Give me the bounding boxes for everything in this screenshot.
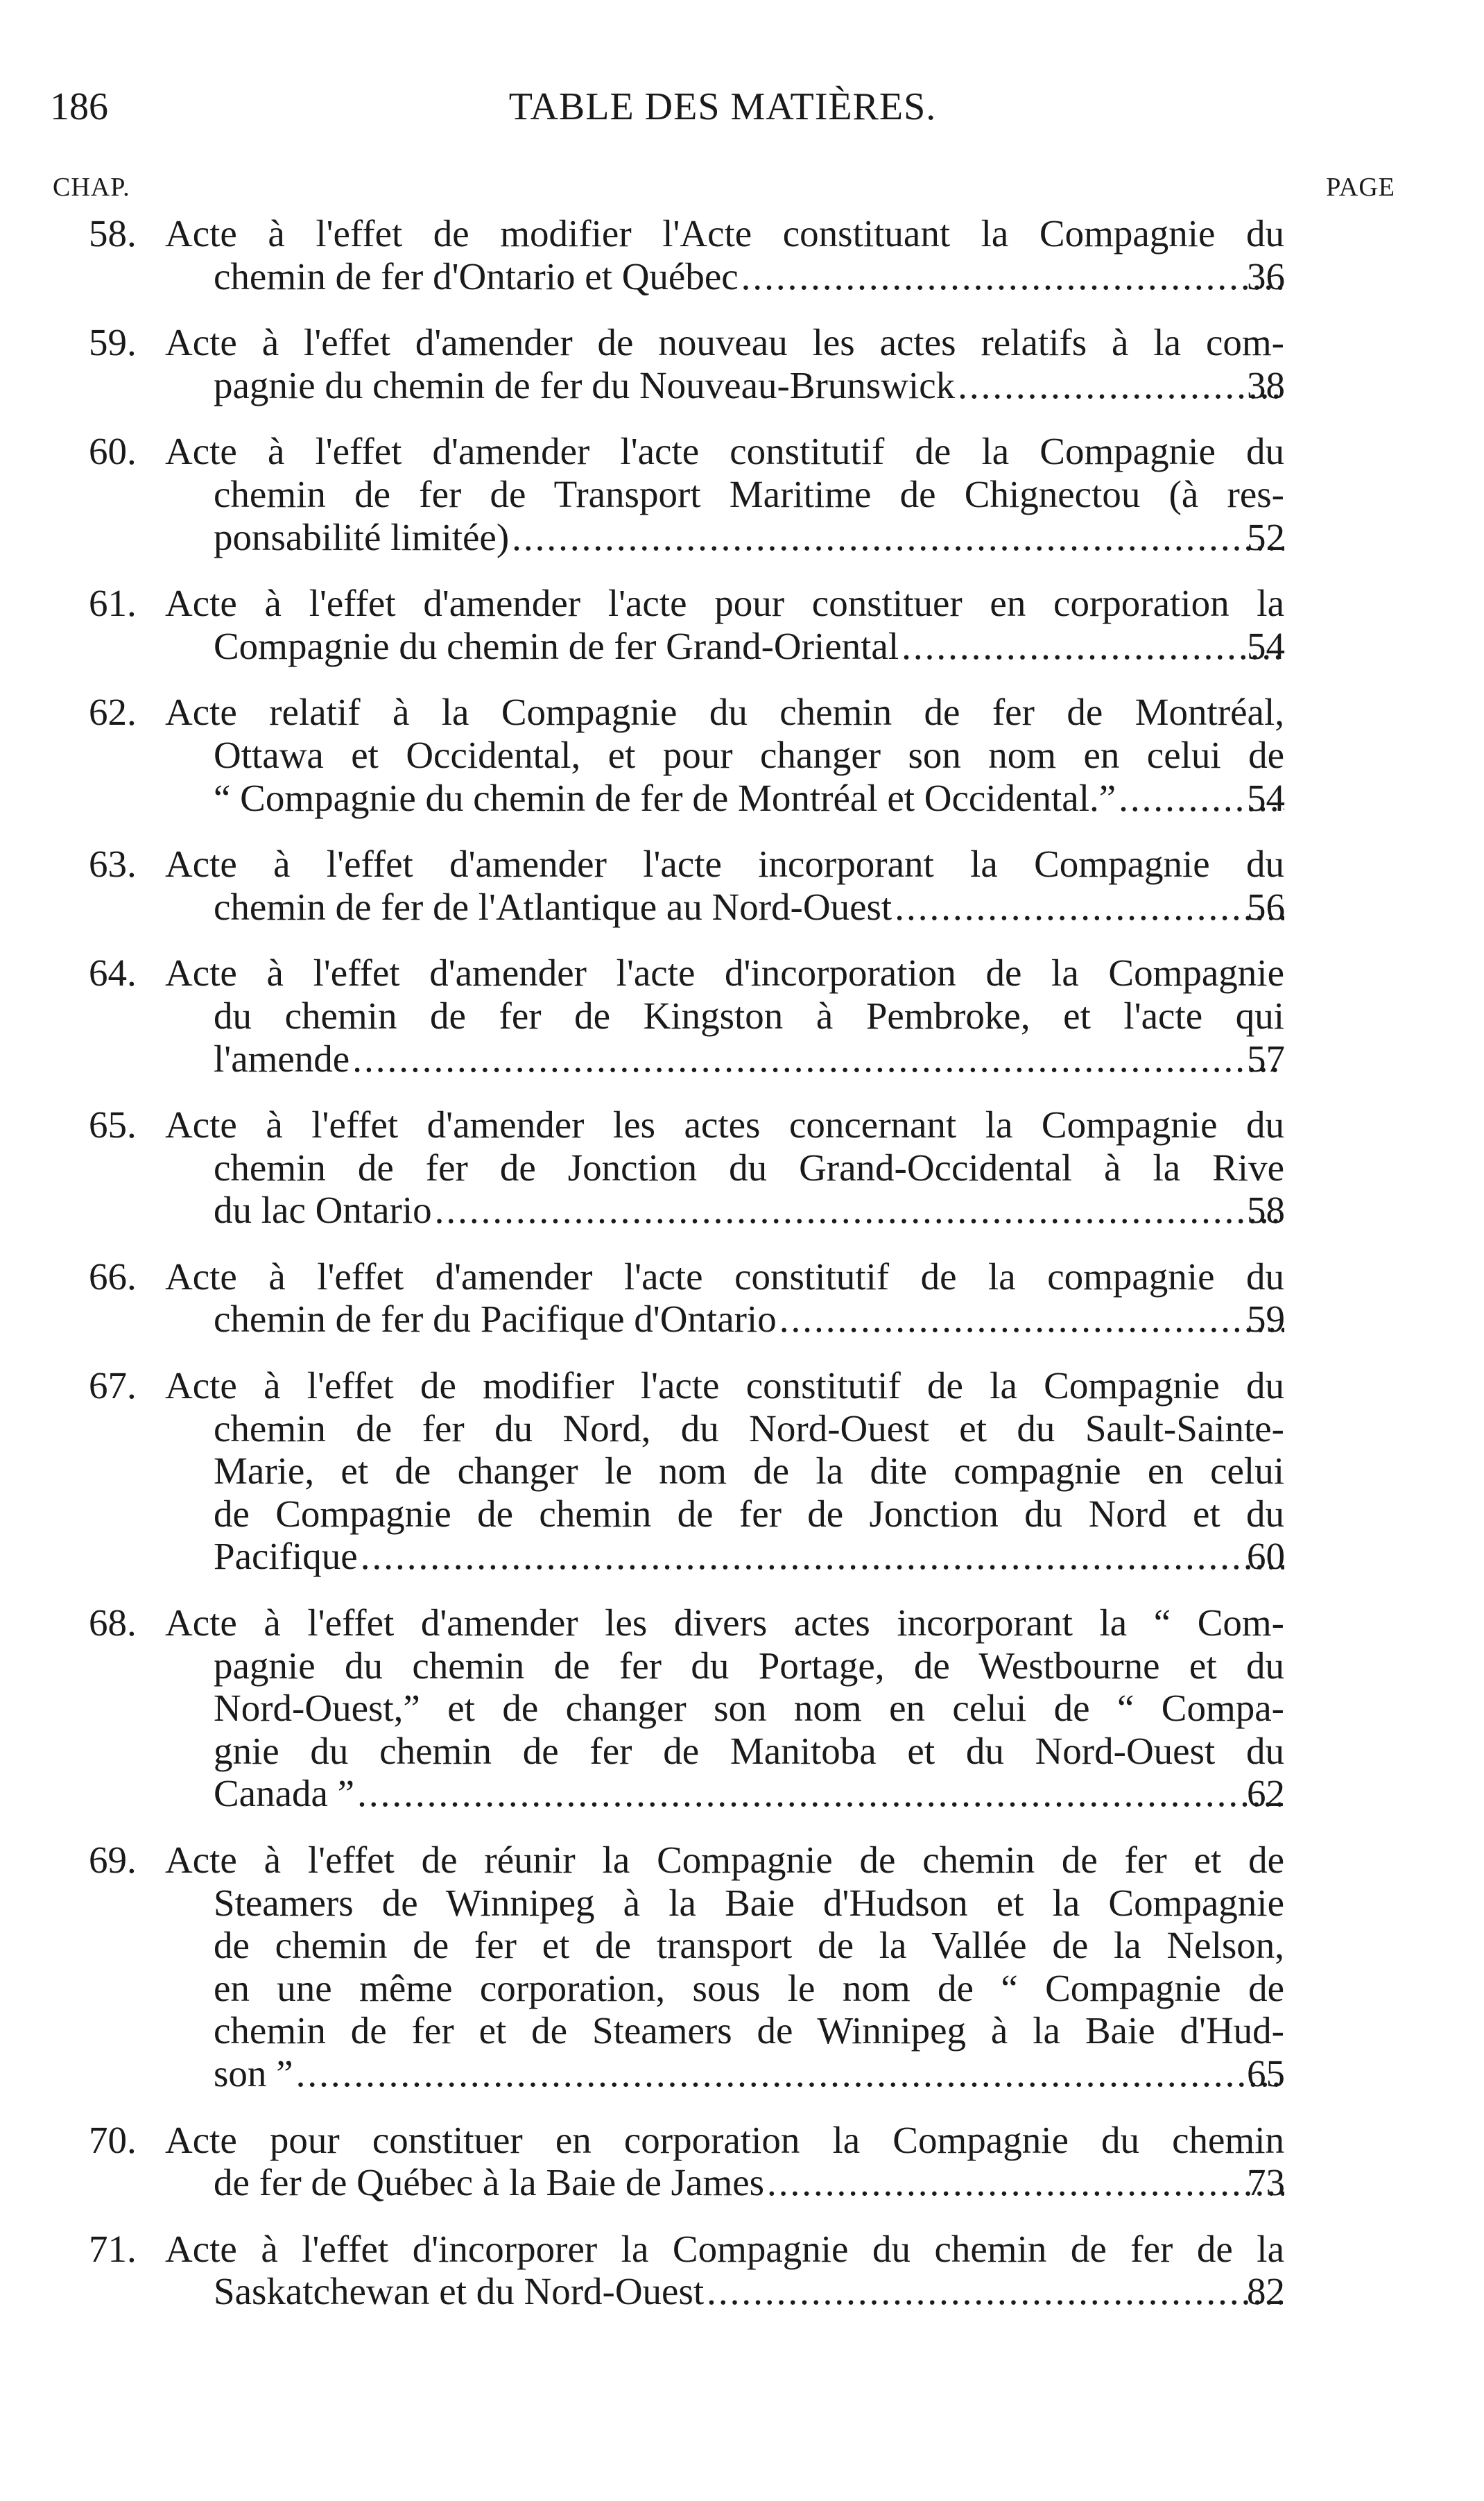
- chapter-number: 70.: [89, 2118, 137, 2161]
- entry-title-last-text: Pacifique: [214, 1535, 358, 1578]
- toc-entry: [89, 952, 1284, 1080]
- page-reference: 73: [1247, 2161, 1285, 2204]
- entry-title-last-line: [214, 255, 1284, 298]
- entry-title: [165, 1103, 1284, 1232]
- toc-entry: [89, 582, 1284, 667]
- chapter-number: 67.: [89, 1364, 137, 1407]
- page-number: 186: [50, 85, 108, 128]
- entry-title: [165, 1839, 1284, 2095]
- entry-title-last-text: chemin de fer d'Ontario et Québec: [214, 255, 739, 298]
- entry-title-last-line: [214, 1298, 1284, 1341]
- entry-title-last-line: [214, 516, 1284, 559]
- page-reference: 59: [1247, 1298, 1285, 1341]
- toc-entry: [89, 2119, 1284, 2204]
- toc-entry: [89, 430, 1284, 558]
- entry-title: [165, 321, 1284, 406]
- entry-title: [165, 1255, 1284, 1341]
- entry-title: [165, 691, 1284, 819]
- page-reference: 58: [1247, 1189, 1285, 1232]
- entry-title-last-line: [214, 1535, 1284, 1578]
- entry-title-line: du chemin de fer de Kingston à Pembroke, et l'acte qui: [214, 994, 1284, 1037]
- entry-title-line: Nord-Ouest,” et de changer son nom en celui de “ Compa-: [214, 1687, 1284, 1730]
- page-reference: 54: [1247, 624, 1285, 667]
- entry-title-line: Ottawa et Occidental, et pour changer son nom en celui de: [214, 733, 1284, 776]
- page-reference: 36: [1247, 255, 1285, 298]
- entry-title-last-line: [214, 364, 1284, 407]
- entry-title-last-text: ponsabilité limitée): [214, 515, 510, 558]
- toc-entry: [89, 843, 1284, 928]
- entry-title-last-text: Canada ”: [214, 1772, 355, 1815]
- entry-title-last-text: son ”: [214, 2052, 293, 2095]
- entry-title: [165, 1601, 1284, 1815]
- entry-title-line: Acte à l'effet de modifier l'Acte constituant la Compagnie du: [165, 212, 1284, 255]
- toc-entry: [89, 1364, 1284, 1578]
- entry-title-line: chemin de fer de Transport Maritime de Chignectou (à res-: [214, 472, 1284, 515]
- dot-leader: [895, 886, 1284, 929]
- toc-entry: [89, 212, 1284, 298]
- chapter-number: 59.: [89, 321, 137, 364]
- entry-title-last-text: “ Compagnie du chemin de fer de Montréal et Occidental.”: [214, 776, 1116, 819]
- chapter-number: 69.: [89, 1839, 137, 1881]
- page-reference: 52: [1247, 515, 1285, 558]
- dot-leader: [779, 1298, 1284, 1341]
- page-reference: 62: [1247, 1772, 1285, 1815]
- dot-leader: [512, 516, 1284, 559]
- entry-title-line: de Compagnie de chemin de fer de Jonction du Nord et du: [214, 1492, 1284, 1535]
- entry-title-line: Acte à l'effet d'amender les actes concernant la Compagnie du: [165, 1103, 1284, 1146]
- dot-leader: [296, 2052, 1284, 2095]
- chapter-column-label: CHAP.: [53, 173, 130, 202]
- entry-title-line: Acte à l'effet d'amender de nouveau les actes relatifs à la com-: [165, 321, 1284, 364]
- entry-title-last-line: [214, 2161, 1284, 2204]
- dot-leader: [357, 1772, 1284, 1815]
- dot-leader: [901, 625, 1284, 668]
- table-of-contents: [0, 212, 1484, 2337]
- dot-leader: [707, 2270, 1284, 2313]
- page-reference: 54: [1247, 776, 1285, 819]
- entry-title-last-line: [214, 625, 1284, 668]
- chapter-number: 62.: [89, 691, 137, 734]
- entry-title-last-line: [214, 1189, 1284, 1232]
- chapter-number: 64.: [89, 952, 137, 995]
- entry-title: [165, 212, 1284, 298]
- page-reference: 57: [1247, 1037, 1285, 1080]
- entry-title-line: en une même corporation, sous le nom de “ Compagnie de: [214, 1966, 1284, 2009]
- entry-title-last-text: Compagnie du chemin de fer Grand-Oriental: [214, 624, 899, 667]
- page-reference: 38: [1247, 363, 1285, 406]
- entry-title-line: chemin de fer du Nord, du Nord-Ouest et du Sault-Sainte-: [214, 1407, 1284, 1450]
- chapter-number: 71.: [89, 2227, 137, 2270]
- entry-title-last-line: [214, 2052, 1284, 2095]
- entry-title-line: Acte à l'effet d'amender l'acte d'incorporation de la Compagnie: [165, 952, 1284, 995]
- entry-title-last-line: [214, 1038, 1284, 1081]
- entry-title-line: Marie, et de changer le nom de la dite compagnie en celui: [214, 1450, 1284, 1493]
- toc-entry: [89, 691, 1284, 819]
- entry-title-last-text: du lac Ontario: [214, 1189, 432, 1232]
- entry-title-last-line: [214, 777, 1284, 820]
- entry-title-last-text: Saskatchewan et du Nord-Ouest: [214, 2270, 705, 2313]
- entry-title-line: Acte à l'effet d'amender l'acte constitutif de la compagnie du: [165, 1255, 1284, 1298]
- chapter-number: 58.: [89, 212, 137, 255]
- toc-entry: [89, 1839, 1284, 2095]
- entry-title-line: Steamers de Winnipeg à la Baie d'Hudson et la Compagnie: [214, 1881, 1284, 1924]
- entry-title-last-text: de fer de Québec à la Baie de James: [214, 2161, 765, 2204]
- dot-leader: [958, 364, 1284, 407]
- entry-title-last-text: l'amende: [214, 1037, 350, 1080]
- chapter-number: 68.: [89, 1601, 137, 1644]
- chapter-number: 61.: [89, 582, 137, 625]
- entry-title-line: Acte à l'effet d'amender l'acte constitutif de la Compagnie du: [165, 430, 1284, 473]
- entry-title: [165, 2228, 1284, 2313]
- chapter-number: 60.: [89, 430, 137, 473]
- page-reference: 60: [1247, 1535, 1285, 1578]
- entry-title-line: Acte à l'effet de réunir la Compagnie de chemin de fer et de: [165, 1839, 1284, 1881]
- entry-title-line: gnie du chemin de fer de Manitoba et du Nord-Ouest du: [214, 1729, 1284, 1772]
- toc-entry: [89, 1103, 1284, 1232]
- dot-leader: [361, 1535, 1284, 1578]
- column-labels: [53, 172, 1395, 207]
- entry-title-line: pagnie du chemin de fer du Portage, de Westbourne et du: [214, 1644, 1284, 1687]
- toc-entry: [89, 1601, 1284, 1815]
- entry-title-line: chemin de fer et de Steamers de Winnipeg à la Baie d'Hud-: [214, 2009, 1284, 2052]
- page-header: [50, 85, 1395, 140]
- entry-title-line: Acte relatif à la Compagnie du chemin de fer de Montréal,: [165, 691, 1284, 734]
- entry-title: [165, 1364, 1284, 1578]
- entry-title-line: de chemin de fer et de transport de la Vallée de la Nelson,: [214, 1924, 1284, 1967]
- entry-title: [165, 582, 1284, 667]
- toc-entry: [89, 321, 1284, 406]
- toc-entry: [89, 2228, 1284, 2313]
- chapter-number: 63.: [89, 843, 137, 886]
- page-reference: 65: [1247, 2052, 1285, 2095]
- entry-title-line: Acte à l'effet d'amender l'acte pour constituer en corporation la: [165, 582, 1284, 625]
- entry-title-line: Acte pour constituer en corporation la Compagnie du chemin: [165, 2118, 1284, 2161]
- dot-leader: [352, 1038, 1284, 1081]
- entry-title: [165, 430, 1284, 558]
- chapter-number: 66.: [89, 1255, 137, 1298]
- entry-title: [165, 843, 1284, 928]
- entry-title-last-line: [214, 1772, 1284, 1815]
- entry-title-line: Acte à l'effet d'incorporer la Compagnie du chemin de fer de la: [165, 2227, 1284, 2270]
- page-column-label: PAGE: [1326, 173, 1395, 202]
- page-reference: 56: [1247, 885, 1285, 928]
- entry-title-line: Acte à l'effet de modifier l'acte constitutif de la Compagnie du: [165, 1364, 1284, 1407]
- dot-leader: [741, 255, 1284, 298]
- entry-title-last-text: chemin de fer de l'Atlantique au Nord-Ouest: [214, 885, 892, 928]
- entry-title-last-line: [214, 2270, 1284, 2313]
- dot-leader: [767, 2161, 1284, 2204]
- dot-leader: [435, 1189, 1284, 1232]
- entry-title-last-text: pagnie du chemin de fer du Nouveau-Brunswick: [214, 363, 956, 406]
- entry-title-line: Acte à l'effet d'amender l'acte incorporant la Compagnie du: [165, 843, 1284, 886]
- entry-title: [165, 952, 1284, 1080]
- running-title: TABLE DES MATIÈRES.: [508, 85, 937, 128]
- entry-title-last-line: [214, 886, 1284, 929]
- entry-title-last-text: chemin de fer du Pacifique d'Ontario: [214, 1298, 777, 1341]
- chapter-number: 65.: [89, 1103, 137, 1146]
- page-reference: 82: [1247, 2270, 1285, 2313]
- entry-title: [165, 2119, 1284, 2204]
- entry-title-line: Acte à l'effet d'amender les divers actes incorporant la “ Com-: [165, 1601, 1284, 1644]
- entry-title-line: chemin de fer de Jonction du Grand-Occidental à la Rive: [214, 1146, 1284, 1189]
- toc-entry: [89, 1255, 1284, 1341]
